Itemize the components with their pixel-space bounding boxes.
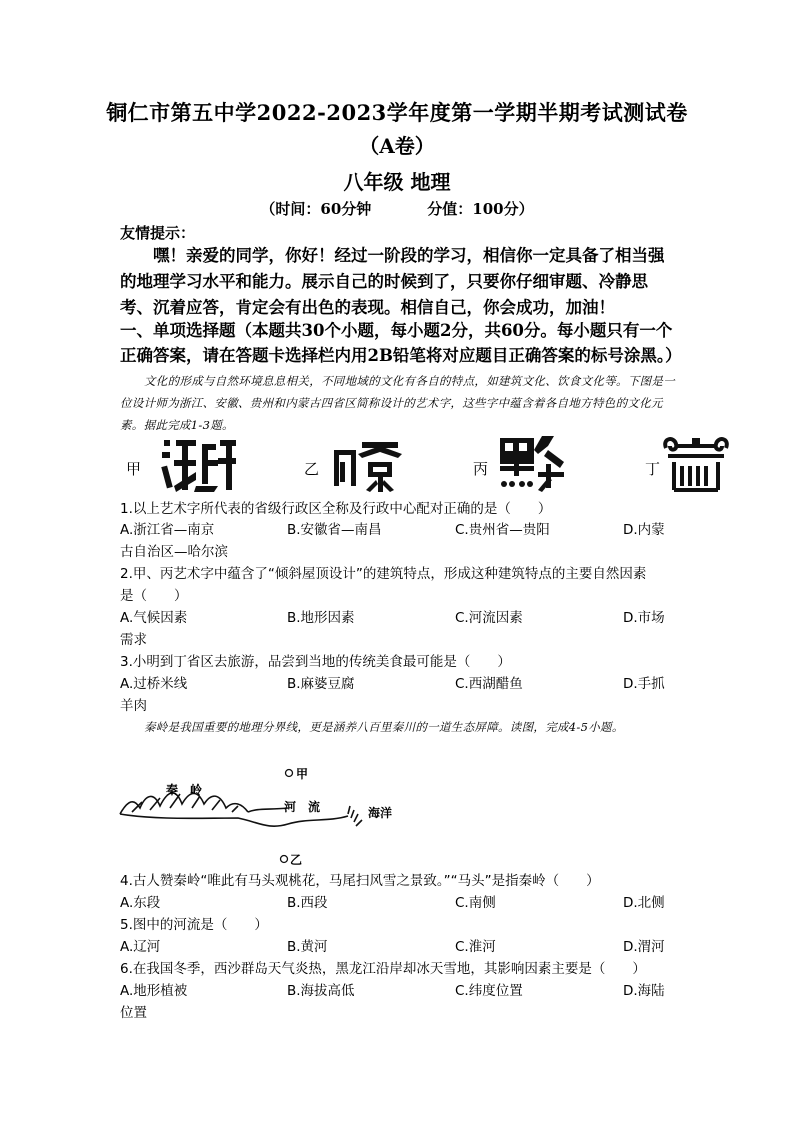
question-5: 5.图中的河流是（ ） — [120, 917, 268, 933]
question-3-options — [120, 673, 670, 695]
question-6-options — [120, 980, 670, 1002]
option-d[interactable]: D.内蒙 — [623, 522, 665, 538]
question-4-options — [120, 892, 670, 914]
question-2-options — [120, 607, 670, 629]
tips-label: 友情提示： — [120, 224, 196, 242]
option-b[interactable]: B.黄河 — [287, 939, 328, 955]
option-b[interactable]: B.麻婆豆腐 — [287, 676, 355, 692]
question-1: 1.以上艺术字所代表的省级行政区全称及行政中心配对正确的是（ ） — [120, 501, 552, 517]
option-a[interactable]: A.气候因素 — [120, 610, 188, 626]
art-qian-image — [498, 434, 570, 492]
option-d-continued: 古自治区—哈尔滨 — [120, 544, 228, 560]
map-point-yi: 乙 — [290, 853, 303, 867]
tips-body: 嘿！亲爱的同学，你好！经过一阶段的学习，相信你一定具备了相当强的地理学习水平和能力。展示自己的时候到了，只要你仔细审题、冷静思考、沉着应答，肯定会有出色的表现。相信自己，你会成功，加油！ — [120, 246, 665, 317]
option-c[interactable]: C.南侧 — [455, 895, 496, 911]
art-label-bing: 丙 — [473, 460, 489, 478]
question-5-options — [120, 936, 670, 958]
option-d-continued: 位置 — [120, 1005, 147, 1021]
map-point-jia: 甲 — [296, 767, 309, 781]
option-a[interactable]: A.辽河 — [120, 939, 161, 955]
exam-subtitle: （A卷） — [359, 134, 435, 158]
option-c[interactable]: C.西湖醋鱼 — [455, 676, 523, 692]
option-c[interactable]: C.贵州省—贵阳 — [455, 522, 550, 538]
option-b[interactable]: B.海拔高低 — [287, 983, 355, 999]
question-2: 2.甲、丙艺术字中蕴含了“倾斜屋顶设计”的建筑特点，形成这种建筑特点的主要自然因素 — [120, 566, 647, 582]
question-6: 6.在我国冬季，西沙群岛天气炎热，黑龙江沿岸却冰天雪地，其影响因素主要是（ ） — [120, 961, 646, 977]
option-c[interactable]: C.淮河 — [455, 939, 496, 955]
option-d-continued: 羊肉 — [120, 698, 147, 714]
option-d[interactable]: D.手抓 — [623, 676, 665, 692]
map-label-river: 河 流 — [284, 800, 321, 814]
art-zhe-image — [160, 436, 238, 494]
option-b[interactable]: B.地形因素 — [287, 610, 355, 626]
option-c[interactable]: C.河流因素 — [455, 610, 523, 626]
time-info: （时间：60分钟 — [260, 200, 372, 218]
option-a[interactable]: A.过桥米线 — [120, 676, 188, 692]
question-3: 3.小明到丁省区去旅游，品尝到当地的传统美食最可能是（ ） — [120, 654, 511, 670]
question-2-continued: 是（ ） — [120, 588, 188, 604]
option-a[interactable]: A.地形植被 — [120, 983, 188, 999]
question-1-options — [120, 519, 670, 541]
option-d[interactable]: D.北侧 — [623, 895, 665, 911]
time-score-info — [0, 198, 794, 219]
option-b[interactable]: B.安徽省—南昌 — [287, 522, 382, 538]
art-meng-image — [660, 434, 732, 494]
material-2: 秦岭是我国重要的地理分界线，更是涵养八百里秦川的一道生态屏障。读图，完成4-5小题。 — [144, 720, 624, 734]
option-a[interactable]: A.浙江省—南京 — [120, 522, 215, 538]
art-wan-image — [328, 436, 406, 494]
art-label-ding: 丁 — [645, 460, 661, 478]
art-label-yi: 乙 — [304, 460, 320, 478]
option-a[interactable]: A.东段 — [120, 895, 161, 911]
option-d[interactable]: D.海陆 — [623, 983, 665, 999]
option-d[interactable]: D.渭河 — [623, 939, 665, 955]
art-label-jia: 甲 — [126, 460, 142, 478]
option-c[interactable]: C.纬度位置 — [455, 983, 523, 999]
score-info: 分值：100分） — [427, 200, 534, 218]
option-d[interactable]: D.市场 — [623, 610, 665, 626]
section-heading: 一、单项选择题（本题共30个小题，每小题2分，共60分。每小题只有一个正确答案，请在答题卡选择栏内用2B铅笔将对应题目正确答案的标号涂黑。） — [120, 321, 682, 365]
option-d-continued: 需求 — [120, 632, 147, 648]
map-label-qinling: 秦 岭 — [166, 783, 203, 797]
grade-subject: 八年级 地理 — [343, 170, 451, 194]
material-1: 文化的形成与自然环境息息相关，不同地域的文化有各自的特点，如建筑文化、饮食文化等。下图是一位设计师为浙江、安徽、贵州和内蒙古四省区简称设计的艺术字，这些字中蕴含着各自地方特色的文化元素。据此完成1-3题。 — [120, 374, 675, 432]
option-b[interactable]: B.西段 — [287, 895, 328, 911]
question-4: 4.古人赞秦岭“唯此有马头观桃花，马尾扫风雪之景致。”“马头”是指秦岭（ ） — [120, 873, 600, 889]
map-label-ocean: 海洋 — [368, 806, 393, 820]
exam-title: 铜仁市第五中学2022-2023学年度第一学期半期考试测试卷 — [106, 100, 688, 125]
